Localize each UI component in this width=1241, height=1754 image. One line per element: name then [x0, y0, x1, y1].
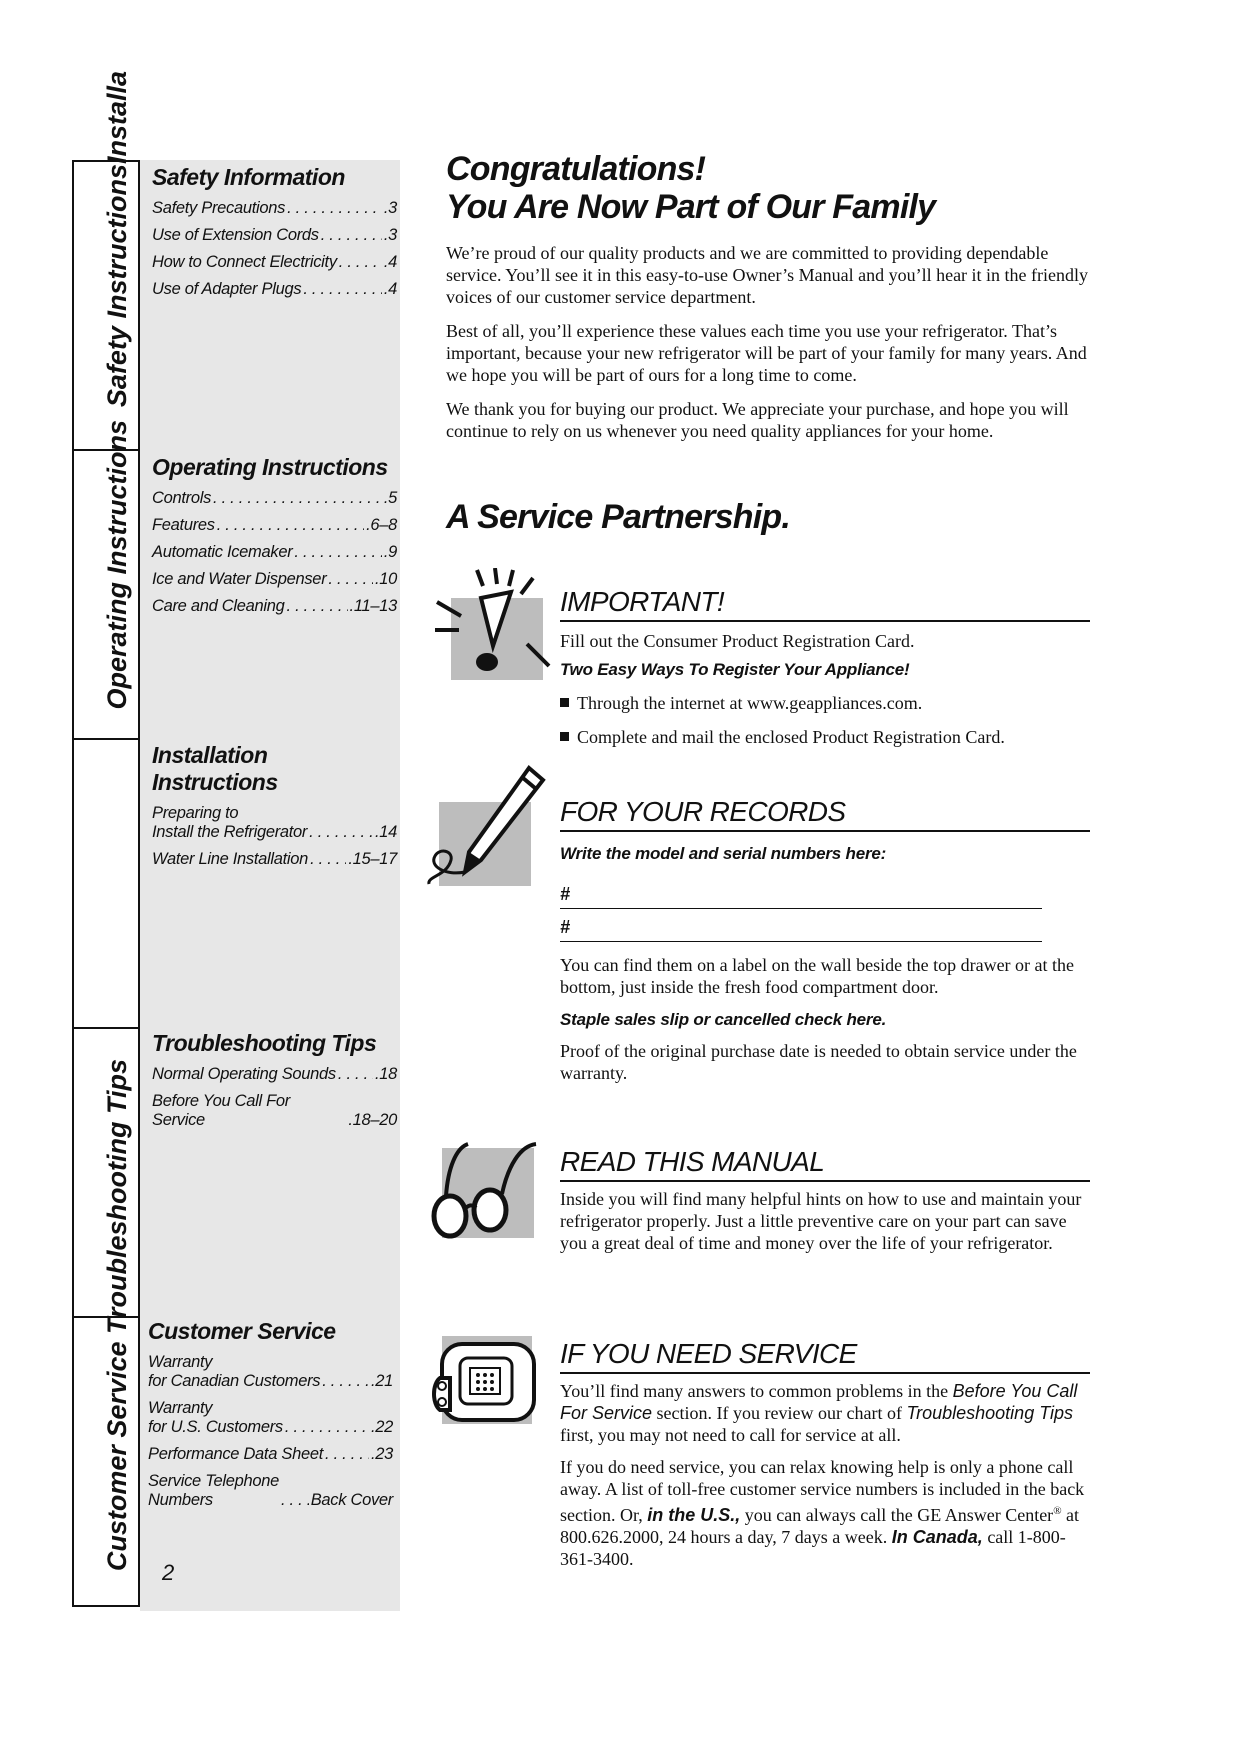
important-title: IMPORTANT!	[560, 586, 1090, 622]
list-item: Through the internet at www.geappliances.com.	[560, 692, 1090, 714]
toc-installation	[152, 742, 397, 877]
tab-safety-label: Safety InstructionsInstalla	[102, 70, 132, 407]
toc-section-title: Troubleshooting Tips	[152, 1030, 377, 1056]
records-subheading: Write the model and serial numbers here:	[560, 844, 887, 863]
telephone-icon	[432, 1334, 552, 1434]
exclamation-icon	[433, 568, 563, 680]
toc-entry[interactable]: Use of Extension Cords . . . .3	[152, 226, 397, 245]
model-number-field[interactable]: #	[560, 884, 1042, 909]
serial-number-field[interactable]: #	[560, 917, 1042, 942]
records-text-2: Proof of the original purchase date is needed to obtain service under the warranty.	[560, 1041, 1077, 1083]
toc-entry[interactable]: Service Telephone Numbers . . . Back Cover	[148, 1472, 393, 1510]
title-line-2: You Are Now Part of Our Family	[446, 188, 936, 226]
intro-paragraph: Best of all, you’ll experience these values each time you use your refrigerator. That’s important, because your new refrigerator will be part of your family for many years. And we hope you will be part of ours for a long time to come.	[446, 321, 1087, 385]
toc-entry[interactable]: Safety Precautions . . . .3	[152, 199, 397, 218]
toc-entry[interactable]: How to Connect Electricity . . . .4	[152, 253, 397, 272]
section-tabs	[72, 70, 140, 1607]
toc-entry[interactable]: Controls . . . .5	[152, 489, 397, 508]
important-block	[560, 586, 1090, 748]
toc-entry[interactable]: Use of Adapter Plugs . . . .4	[152, 280, 397, 299]
staple-subheading: Staple sales slip or cancelled check here.	[560, 1010, 887, 1029]
service-paragraph-2: If you do need service, you can relax knowing help is only a phone call away. A list of toll-free customer service numbers is included in the back section. Or, in the U.S., you can always call the GE Answer Center® at 800.626.2000, 24 hours a day, 7 days a week. In Canada, call 1-800-361-3400.	[560, 1457, 1085, 1569]
toc-section-title: Operating Instructions	[152, 454, 388, 480]
toc-entry[interactable]: Preparing to Install the Refrigerator . . . .14	[152, 804, 397, 842]
service-title: IF YOU NEED SERVICE	[560, 1338, 1090, 1374]
toc-section-title: Customer Service	[148, 1318, 336, 1344]
toc-operating	[152, 454, 397, 624]
toc-section-title: Installation Instructions	[152, 742, 278, 795]
tab-customer-service[interactable]	[72, 1058, 140, 1607]
toc-entry[interactable]: Warranty for Canadian Customers . . . .21	[148, 1353, 393, 1391]
intro-paragraph: We thank you for buying our product. We appreciate your purchase, and hope you will continue to rely on us whenever you need quality appliances for your home.	[446, 399, 1069, 441]
service-block	[560, 1338, 1090, 1570]
title-line-1: Congratulations!	[446, 150, 706, 188]
toc-safety	[152, 164, 397, 307]
bullet-icon	[560, 732, 569, 741]
records-title: FOR YOUR RECORDS	[560, 796, 1090, 832]
manual-text: Inside you will find many helpful hints on how to use and maintain your refrigerator properly. Just a little preventive care on your part can save you a great deal of time and money over the life of your refrigerator.	[560, 1189, 1082, 1253]
toc-entry[interactable]: Ice and Water Dispenser . . . .10	[152, 570, 397, 589]
glasses-icon	[428, 1138, 548, 1244]
toc-entry[interactable]: Warranty for U.S. Customers . . . .22	[148, 1399, 393, 1437]
tab-safety[interactable]	[72, 70, 140, 449]
list-item: Complete and mail the enclosed Product Registration Card.	[560, 726, 1090, 748]
tab-operating[interactable]	[72, 420, 140, 738]
toc-customer-service	[148, 1318, 393, 1518]
page-title	[446, 150, 1106, 226]
toc-entry[interactable]: Normal Operating Sounds . . . .18	[152, 1065, 397, 1084]
tab-operating-label: Operating Instructions	[102, 420, 132, 710]
service-paragraph-1: You’ll find many answers to common problems in the Before You Call For Service section. If you review our chart of Troubleshooting Tips first, you may not need to call for service at all.	[560, 1381, 1078, 1445]
toc-entry[interactable]: Water Line Installation . . . .15–17	[152, 850, 397, 869]
manual-title: READ THIS MANUAL	[560, 1146, 1090, 1182]
important-text: Fill out the Consumer Product Registration Card.	[560, 631, 915, 651]
register-subheading: Two Easy Ways To Register Your Appliance!	[560, 660, 910, 679]
service-partnership-heading: A Service Partnership.	[446, 498, 790, 536]
intro-section	[446, 150, 1106, 442]
toc-entry[interactable]: Automatic Icemaker . . . .9	[152, 543, 397, 562]
toc-entry[interactable]: Before You Call For Service .18–20	[152, 1092, 397, 1129]
pen-icon	[425, 760, 555, 890]
toc-troubleshooting	[152, 1030, 397, 1138]
page-number: 2	[162, 1560, 175, 1585]
records-text: You can find them on a label on the wall beside the top drawer or at the bottom, just inside the fresh food compartment door.	[560, 955, 1075, 997]
manual-block	[560, 1146, 1090, 1254]
tab-customer-service-label: Customer Service Troubleshooting Tips	[102, 1058, 132, 1571]
bullet-icon	[560, 698, 569, 707]
tab-installation[interactable]	[72, 738, 140, 1027]
toc-entry[interactable]: Performance Data Sheet . . . .23	[148, 1445, 393, 1464]
intro-text	[446, 242, 1106, 442]
toc-section-title: Safety Information	[152, 164, 345, 190]
intro-paragraph: We’re proud of our quality products and we are committed to providing dependable service. You’ll see it in this easy-to-use Owner’s Manual and you’ll hear it in the friendly voices of our customer service department.	[446, 243, 1089, 307]
records-block	[560, 796, 1090, 1084]
toc-entry[interactable]: Care and Cleaning . . . .11–13	[152, 597, 397, 616]
toc-entry[interactable]: Features . . . .6–8	[152, 516, 397, 535]
